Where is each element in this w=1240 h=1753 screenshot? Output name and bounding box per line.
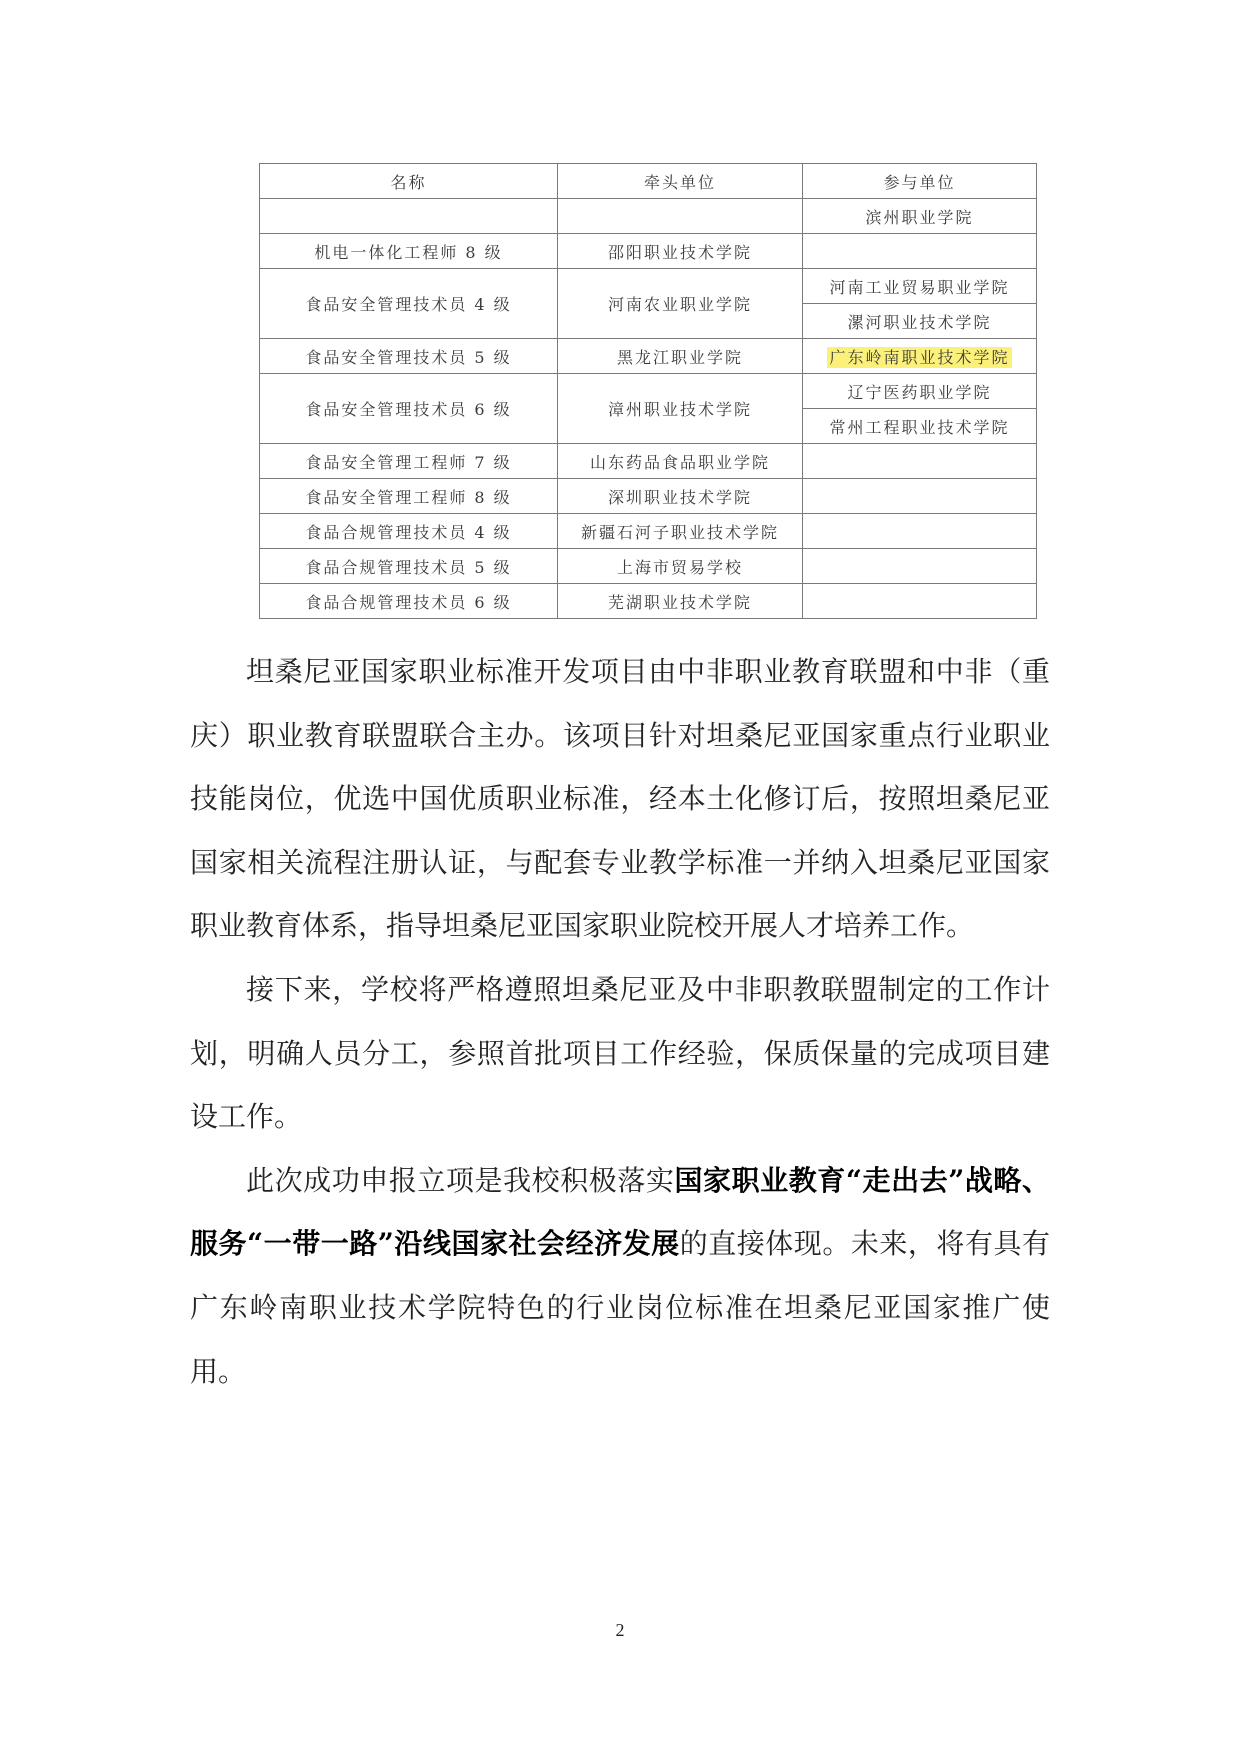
cell-participant: 河南工业贸易职业学院 — [803, 269, 1037, 304]
cell-participant-highlighted — [803, 339, 1037, 374]
cell-lead: 新疆石河子职业技术学院 — [558, 514, 803, 549]
cell-lead: 漳州职业技术学院 — [558, 374, 803, 444]
cell-participant — [803, 514, 1037, 549]
cell-name — [260, 199, 558, 234]
cell-lead: 邵阳职业技术学院 — [558, 234, 803, 269]
paragraph-significance — [190, 1149, 1050, 1403]
table-row — [260, 269, 1037, 304]
cell-name: 食品安全管理工程师 7 级 — [260, 444, 558, 479]
cell-lead: 山东药品食品职业学院 — [558, 444, 803, 479]
article-body — [190, 640, 1050, 1403]
cell-lead: 黑龙江职业学院 — [558, 339, 803, 374]
cell-participant: 滨州职业学院 — [803, 199, 1037, 234]
cell-name: 食品合规管理技术员 5 级 — [260, 549, 558, 584]
cell-lead: 上海市贸易学校 — [558, 549, 803, 584]
paragraph-significance-tail: 的直接体现。未来，将有具有广东岭南职业技术学院特色的行业岗位标准在坦桑尼亚国家推广使用。 — [190, 1227, 1050, 1388]
cell-name: 食品合规管理技术员 4 级 — [260, 514, 558, 549]
paragraph-project-intro: 坦桑尼亚国家职业标准开发项目由中非职业教育联盟和中非（重庆）职业教育联盟联合主办。该项目针对坦桑尼亚国家重点行业职业技能岗位，优选中国优质职业标准，经本土化修订后，按照坦桑尼亚国家相关流程注册认证，与配套专业教学标准一并纳入坦桑尼亚国家职业教育体系，指导坦桑尼亚国家职业院校开展人才培养工作。 — [190, 655, 1050, 943]
paragraph-next-steps: 接下来，学校将严格遵照坦桑尼亚及中非职教联盟制定的工作计划，明确人员分工，参照首批项目工作经验，保质保量的完成项目建设工作。 — [190, 972, 1050, 1134]
table-row — [260, 549, 1037, 584]
highlighted-text: 广东岭南职业技术学院 — [829, 347, 1010, 367]
cell-participant: 漯河职业技术学院 — [803, 304, 1037, 339]
cell-lead: 芜湖职业技术学院 — [558, 584, 803, 619]
paragraph-significance-lead: 此次成功申报立项是我校积极落实 — [246, 1163, 675, 1197]
cell-name: 食品安全管理工程师 8 级 — [260, 479, 558, 514]
cell-lead: 深圳职业技术学院 — [558, 479, 803, 514]
page-number: 2 — [615, 1620, 625, 1640]
cell-lead: 河南农业职业学院 — [558, 269, 803, 339]
table-row — [260, 584, 1037, 619]
cell-name: 食品安全管理技术员 5 级 — [260, 339, 558, 374]
cell-lead — [558, 199, 803, 234]
cell-participant: 常州工程职业技术学院 — [803, 409, 1037, 444]
table-row — [260, 199, 1037, 234]
cell-participant — [803, 444, 1037, 479]
standards-table — [259, 163, 1037, 619]
cell-participant — [803, 549, 1037, 584]
table-row — [260, 479, 1037, 514]
cell-name: 食品安全管理技术员 4 级 — [260, 269, 558, 339]
table-row — [260, 339, 1037, 374]
table-row — [260, 234, 1037, 269]
cell-participant — [803, 584, 1037, 619]
header-participants: 参与单位 — [803, 164, 1037, 199]
header-lead: 牵头单位 — [558, 164, 803, 199]
cell-participant: 辽宁医药职业学院 — [803, 374, 1037, 409]
table-row — [260, 514, 1037, 549]
table-row — [260, 374, 1037, 409]
header-name: 名称 — [260, 164, 558, 199]
table-row — [260, 444, 1037, 479]
cell-name: 食品安全管理技术员 6 级 — [260, 374, 558, 444]
cell-name: 食品合规管理技术员 6 级 — [260, 584, 558, 619]
table-header-row — [260, 164, 1037, 199]
cell-name: 机电一体化工程师 8 级 — [260, 234, 558, 269]
paragraph-significance-bold: 国家职业教育“走出去”战略、服务“一带一路”沿线国家社会经济发展 — [190, 1163, 1050, 1261]
cell-participant — [803, 234, 1037, 269]
cell-participant — [803, 479, 1037, 514]
